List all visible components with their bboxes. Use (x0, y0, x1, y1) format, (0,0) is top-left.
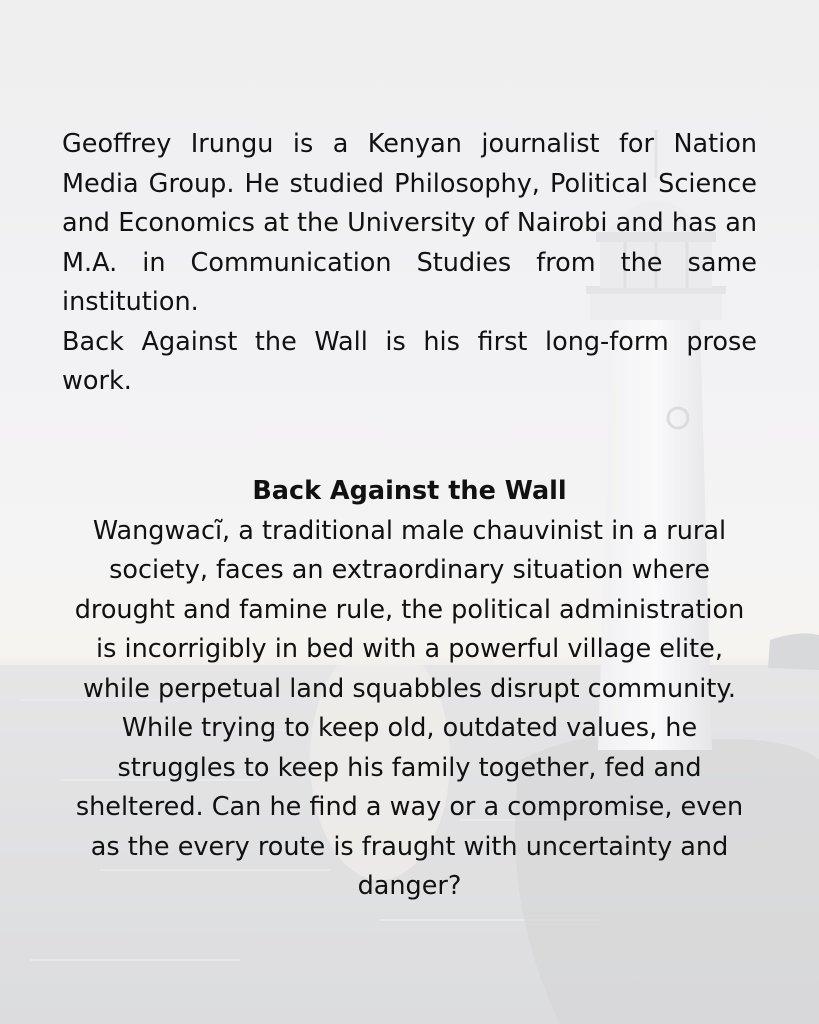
book-blurb (62, 472, 757, 907)
author-bio (62, 125, 757, 402)
bio-paragraph: Back Against the Wall is his first long-form prose work. (62, 326, 757, 396)
bio-paragraph: Geoffrey Irungu is a Kenyan journalist for Nation Media Group. He studied Philosophy, Political Science and Economics at the University of Nairobi and has an M.A. in Communication Studies from the same institution. (62, 129, 757, 317)
book-title: Back Against the Wall (252, 476, 567, 506)
book-synopsis: Wangwacĩ, a traditional male chauvinist in a rural society, faces an extraordinary situation where drought and famine rule, the political administration is incorrigibly in bed with a powerful village elite, while perpetual land squabbles disrupt community. While trying to keep old, outdated values, he struggles to keep his family together, fed and sheltered. Can he find a way or a compromise, even as the every route is fraught with uncertainty and danger? (74, 515, 745, 901)
